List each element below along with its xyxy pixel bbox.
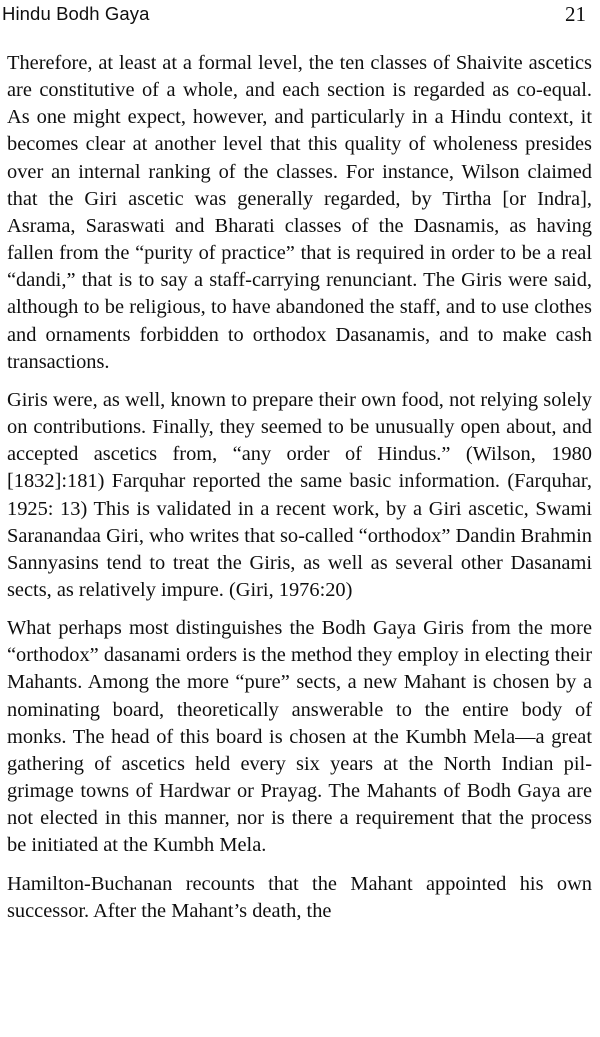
paragraph-mahant-election: What perhaps most distinguishes the Bodh Gaya Giris from the more “orthodox” dasanami orders is the method they employ in electing their Mahants. Among the more “pure” sects, a new Mahant is chosen by a nominating board, theoretically answerable to the entire body of monks. The head of this board is chosen at the Kumbh Mela—a great gathering of ascetics held every six years at the North Indian pilgrimage towns of Hardwar or Prayag. The Mahants of Bodh Gaya are not elected in this manner, nor is there a requirement that the process be initiated at the Kumbh Mela. xyxy=(7,617,592,857)
paragraph-hamilton-buchanan: Hamilton-Buchanan recounts that the Mahant appointed his own successor. After the Mahant’s death, the xyxy=(7,872,592,922)
running-header xyxy=(2,0,586,32)
paragraph-giris-food: Giris were, as well, known to prepare their own food, not relying solely on contributions. Finally, they seemed to be unusually open about, and accepted ascetics from, “any order of Hindus.” (Wilson, 1980 [1832]:181) Farquhar reported the same basic information. (Farquhar, 1925: 13) This is validated in a recent work, by a Giri ascetic, Swami Saranandaa Giri, who writes that so-called “orthodox” Dandin Brahmin Sannyasins tend to treat the Giris, as well as several other Dasanami sects, as relatively impure. (Giri, 1976:20) xyxy=(7,388,592,601)
running-head-title: Hindu Bodh Gaya xyxy=(2,3,150,24)
paragraph-wilson-ranking: Therefore, at least at a formal level, the ten classes of Shaivite ascetics are constitutive of a whole, and each section is regarded as co-equal. As one might expect, however, and particularly in a Hindu context, it becomes clear at another level that this quality of wholeness presides over an internal ranking of the classes. For instance, Wilson claimed that the Giri ascetic was generally regarded, by Tirtha [or Indra], Asrama, Saraswati and Bharati classes of the Dasnamis, as having fallen from the “purity of practice” that is required in order to be a real “dandi,” that is to say a staff-carrying renunciant. The Giris were said, although to be religious, to have abandoned the staff, and to use clothes and ornaments forbidden to orthodox Dasanamis, and to make cash transactions. xyxy=(7,52,592,373)
body-text xyxy=(7,50,592,925)
page-number: 21 xyxy=(565,2,586,26)
